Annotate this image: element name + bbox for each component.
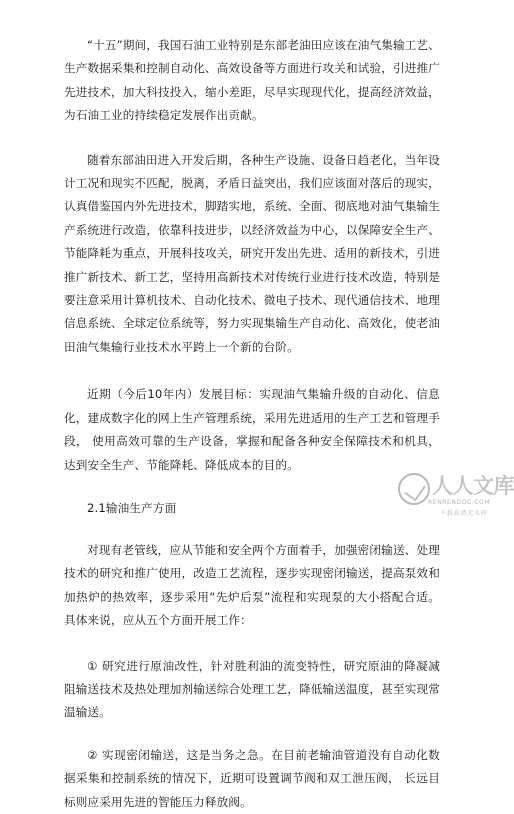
section-heading: 2.1输油生产方面 — [87, 500, 177, 515]
paragraph-development: 随着东部油田进入开发后期，各种生产设施、设备日趋老化，当年设计工况和现实不匹配，脱离，矛盾日益突出，我们应该面对落后的现实，认真借鉴国内外先进技术，脚踏实地，系统、全面、彻底地对油气集输生产系统进行改造，依靠科技进步，以经济效益为中心，以保障安全生产、节能降耗为重点，开展科技攻关，研究开发出先进、适用的新技术，引进推广新技术、新工艺，坚持用高新技术对传统行业进行技术改造，特别是要注意采用计算机技术、自动化技术、微电子技术、现代通信技术、地理信息系统、全球定位系统等，努力实现集输生产自动化、高效化，使老油田油气集输行业技术水平跨上一个新的台阶。 — [64, 152, 440, 354]
paragraph-intro: “十五”期间，我国石油工业特别是东部老油田应该在油气集输工艺、生产数据采集和控制自动化、高效设备等方面进行攻关和试验，引进推广先进技术，加大科技投入，缩小差距，尽早实现现代化，提高经济效益，为石油工业的持续稳定发展作出贡献。 — [64, 38, 440, 123]
watermark-site: RENRENDOC.COM — [428, 499, 491, 506]
paragraph-near-term-goal: 近期（今后10年内）发展目标：实现油气集输升级的自动化、信息化，建成数字化的网上生产管理系统，采用先进适用的生产工艺和管理手段， 使用高效可靠的生产设备，掌握和配备各种安全保障技术和机具， 达到安全生产、节能降耗、降低成本的目的。 — [64, 387, 440, 472]
paragraph-pipelines: 对现有老管线，应从节能和安全两个方面着手，加强密闭输送、处理技术的研究和推广使用，改造工艺流程，逐步实现密闭输送，提高泵效和加热炉的热效率，逐步采用“先炉后泵”流程和实现泵的大小搭配合适。 具体来说，应从五个方面开展工作： — [64, 542, 440, 628]
paragraph-item-1: ① 研究进行原油改性，针对胜利油的流变特性，研究原油的降凝减阻输送技术及热处理加剂输送综合处理工艺，降低输送温度，甚至实现常温输送。 — [64, 658, 440, 720]
watermark-brand: 人人文库 — [432, 473, 514, 498]
paragraph-item-2: ② 实现密闭输送，这是当务之急。在目前老输油管道没有自动化数据采集和控制系统的情况下，近期可设置调节阀和双工泄压阀， 长远目标则应采用先进的智能压力释放阀。 — [64, 747, 440, 809]
watermark-slogan: 下载高清无水印 — [440, 510, 488, 517]
document-body — [64, 34, 440, 814]
